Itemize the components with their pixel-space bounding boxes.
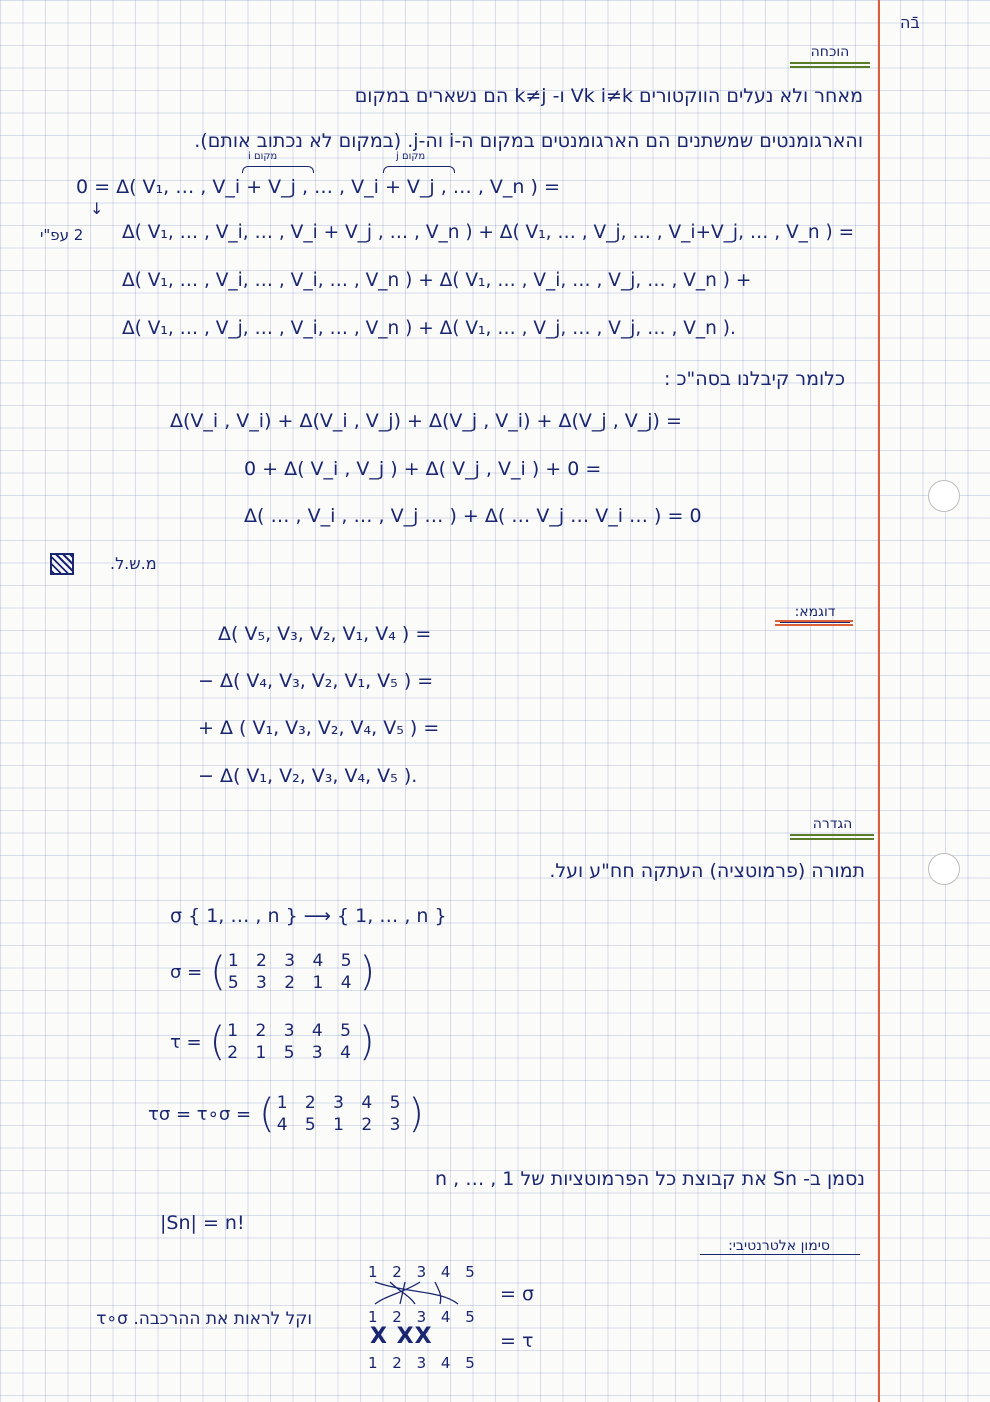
proof-line-3: 0 = Δ( V₁, … , V_i + V_j , … , V_i + V_j , … , V_n ) = — [76, 176, 560, 198]
arrow-down: ↓ — [90, 199, 104, 218]
summary-line: כלומר קיבלנו בסה"כ : — [664, 368, 845, 390]
composition-top-row: 1 2 3 4 5 — [276, 1093, 407, 1113]
punch-hole — [928, 480, 960, 512]
page-number: בֿה — [900, 13, 920, 32]
notation-row-mid: 1 2 3 4 5 — [368, 1308, 480, 1326]
proof-line-2: והארגומנטים שמשתנים הם הארגומנטים במקום ה-i וה-j. (במקום לא נכתוב אותם). — [194, 130, 863, 152]
sigma-matrix: σ = ( 1 2 3 4 5 5 3 2 1 4 ) — [170, 949, 376, 995]
proof-title-underline — [790, 62, 870, 68]
note-2: 2 עפ"י — [40, 226, 84, 244]
brace-j — [383, 166, 455, 173]
tau-top-row: 1 2 3 4 5 — [227, 1021, 357, 1041]
definition-line-1: תמורה (פרמוטציה) העתקה חח"ע ועל. — [549, 860, 865, 882]
definition-title: הגדרה — [795, 816, 870, 835]
example-title: דוגמא: — [780, 604, 850, 623]
example-line-4: − Δ( V₁, V₂, V₃, V₄, V₅ ). — [198, 765, 418, 787]
notation-title-underline — [700, 1254, 860, 1255]
punch-hole — [928, 853, 960, 885]
definition-title-underline — [790, 834, 874, 840]
notation-eq-tau: = τ — [500, 1330, 534, 1352]
notation-row-top: 1 2 3 4 5 — [368, 1263, 480, 1281]
sigma-bottom-row: 5 3 2 1 4 — [227, 973, 358, 993]
composition-matrix: τσ = τ∘σ = ( 1 2 3 4 5 4 5 1 2 3 ) — [148, 1091, 425, 1137]
tau-label: τ = — [170, 1031, 202, 1053]
tau-crosses: X XX — [370, 1324, 433, 1349]
proof-line-5: Δ( V₁, … , V_i, … , V_i, … , V_n ) + Δ( V₁, … , V_i, … , V_j, … , V_n ) + — [122, 270, 752, 291]
sum-line-2: 0 + Δ( V_i , V_j ) + Δ( V_j , V_i ) + 0 = — [244, 458, 602, 480]
brace-i-label: מקום i — [248, 151, 278, 162]
composition-bottom-row: 4 5 1 2 3 — [276, 1115, 407, 1135]
qed-square-icon — [50, 553, 74, 575]
sum-line-1: Δ(V_i , V_i) + Δ(V_i , V_j) + Δ(V_j , V_i) + Δ(V_j , V_j) = — [170, 410, 682, 432]
notation-title: סימון אלטרנטיבי: — [728, 1238, 830, 1254]
qed-text: מ.ש.ל. — [110, 554, 157, 573]
definition-line-3: נסמן ב- Sn את קבוצת כל הפרמוטציות של n , … , 1 — [435, 1168, 865, 1190]
example-line-2: − Δ( V₄, V₃, V₂, V₁, V₅ ) = — [198, 670, 434, 692]
sum-line-3: Δ( … , V_i , … , V_j … ) + Δ( … V_j … V_i … ) = 0 — [244, 505, 702, 527]
definition-line-2: σ { 1, … , n } ⟶ { 1, … , n } — [170, 905, 447, 927]
composition-label: τσ = τ∘σ = — [148, 1103, 252, 1125]
margin-line — [878, 0, 880, 1402]
example-line-3: + Δ ( V₁, V₃, V₂, V₄, V₅ ) = — [198, 717, 440, 739]
example-line-1: Δ( V₅, V₃, V₂, V₁, V₄ ) = — [218, 623, 432, 645]
proof-line-1: מאחר ולא נעלים הווקטורים Vk i≠k ו- k≠j הם נשארים במקום — [354, 85, 863, 107]
proof-title: הוכחה — [795, 44, 865, 63]
brace-i — [242, 166, 314, 173]
sn-order: |Sn| = n! — [160, 1212, 245, 1234]
brace-j-label: מקום j — [396, 151, 426, 162]
tau-bottom-row: 2 1 5 3 4 — [227, 1043, 357, 1063]
notation-row-bottom: 1 2 3 4 5 — [368, 1354, 480, 1372]
tau-matrix: τ = ( 1 2 3 4 5 2 1 5 3 4 ) — [170, 1019, 375, 1065]
notation-eq-sigma: = σ — [500, 1283, 535, 1305]
sigma-label: σ = — [170, 961, 203, 983]
proof-line-4: Δ( V₁, … , V_i, … , V_i + V_j , … , V_n ) + Δ( V₁, … , V_j, … , V_i+V_j, … , V_n ) = — [122, 222, 855, 243]
notation-side-note: וקל לראות את ההרכבה. τ∘σ — [96, 1309, 312, 1329]
sigma-top-row: 1 2 3 4 5 — [227, 951, 358, 971]
example-title-underline — [775, 620, 853, 626]
proof-line-6: Δ( V₁, … , V_j, … , V_i, … , V_n ) + Δ( V₁, … , V_j, … , V_j, … , V_n ). — [122, 318, 736, 339]
